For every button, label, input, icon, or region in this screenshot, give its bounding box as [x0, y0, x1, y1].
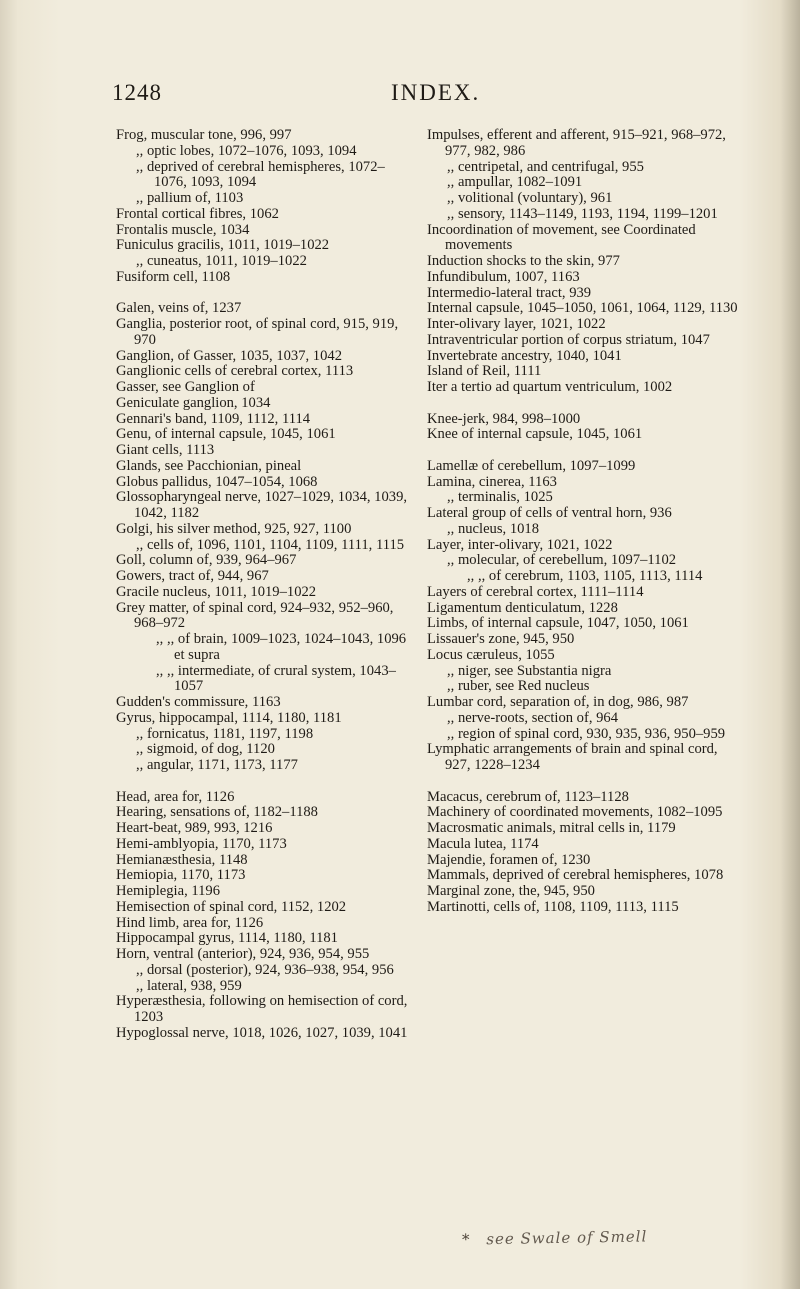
index-entry: Hyperæsthesia, following on hemisection of cord, 1203	[116, 993, 408, 1025]
index-subentry: ,, region of spinal cord, 930, 935, 936, 950–959	[447, 725, 726, 742]
index-entry: Iter a tertio ad quartum ventriculum, 1002	[427, 379, 673, 395]
index-subentry: ,, lateral, 938, 959	[136, 977, 242, 994]
index-subentry: ,, ,, of cerebrum, 1103, 1105, 1113, 1114	[467, 568, 703, 584]
index-entry: Fusiform cell, 1108	[116, 268, 231, 285]
index-entry: Glossopharyngeal nerve, 1027–1029, 1034, 1039, 1042, 1182	[116, 489, 408, 521]
annotation-mark: *	[461, 1230, 471, 1249]
index-subentry: ,, optic lobes, 1072–1076, 1093, 1094	[136, 142, 357, 159]
index-subentry: ,, sigmoid, of dog, 1120	[136, 741, 275, 758]
index-subentry: ,, sensory, 1143–1149, 1193, 1194, 1199–1201	[447, 205, 718, 222]
index-entry: Inter-olivary layer, 1021, 1022	[427, 316, 606, 332]
index-entry: Locus cæruleus, 1055	[427, 646, 555, 663]
index-subentry: ,, cells of, 1096, 1101, 1104, 1109, 1111, 1115	[136, 536, 405, 553]
index-entry: Goll, column of, 939, 964–967	[116, 552, 297, 569]
index-entry: Lateral group of cells of ventral horn, 936	[427, 505, 672, 521]
index-entry: Giant cells, 1113	[116, 442, 215, 458]
index-subentry: ,, dorsal (posterior), 924, 936–938, 954, 956	[136, 961, 394, 978]
annotation-text: see Swale of Smell	[486, 1227, 648, 1249]
index-subentry: ,, centripetal, and centrifugal, 955	[447, 158, 644, 175]
index-entry: Gyrus, hippocampal, 1114, 1180, 1181	[116, 709, 342, 726]
index-entry: Knee-jerk, 984, 998–1000	[427, 410, 581, 427]
index-subentry: ,, niger, see Substantia nigra	[447, 662, 612, 679]
index-subentry: ,, ampullar, 1082–1091	[447, 174, 583, 191]
section-gap	[116, 774, 414, 790]
index-entry: Frontalis muscle, 1034	[116, 221, 250, 238]
index-entry: Lamellæ of cerebellum, 1097–1099	[427, 457, 636, 474]
index-entry: Ganglion, of Gasser, 1035, 1037, 1042	[116, 347, 342, 364]
index-entry: Hemiplegia, 1196	[116, 883, 221, 899]
section-gap	[427, 443, 743, 459]
index-entry: Golgi, his silver method, 925, 927, 1100	[116, 520, 352, 537]
index-subentry: ,, nucleus, 1018	[447, 520, 540, 537]
index-entry: Internal capsule, 1045–1050, 1061, 1064, 1129, 1130	[427, 300, 738, 317]
handwritten-annotation	[462, 1227, 648, 1248]
index-subentry: ,, terminalis, 1025	[447, 489, 553, 506]
index-subentry: ,, ,, intermediate, of crural system, 1043–1057	[156, 662, 396, 695]
index-subentry: ,, ,, of brain, 1009–1023, 1024–1043, 1096 et supra	[156, 631, 407, 663]
index-entry: Infundibulum, 1007, 1163	[427, 268, 580, 285]
index-entry: Machinery of coordinated movements, 1082–1095	[427, 804, 723, 821]
index-entry: Gennari's band, 1109, 1112, 1114	[116, 410, 311, 427]
index-column-left	[116, 128, 414, 1042]
index-entry: Hemi-amblyopia, 1170, 1173	[116, 835, 287, 852]
index-entry: Heart-beat, 989, 993, 1216	[116, 820, 273, 836]
index-subentry: ,, angular, 1171, 1173, 1177	[136, 757, 298, 773]
index-entry: Macula lutea, 1174	[427, 835, 539, 852]
index-entry: Macacus, cerebrum of, 1123–1128	[427, 788, 629, 805]
index-entry: Mammals, deprived of cerebral hemispheres, 1078	[427, 867, 724, 884]
index-entry: Limbs, of internal capsule, 1047, 1050, 1061	[427, 615, 689, 632]
index-subentry: ,, deprived of cerebral hemispheres, 1072–1076, 1093, 1094	[136, 158, 385, 191]
index-entry: Hind limb, area for, 1126	[116, 914, 264, 931]
index-entry: Galen, veins of, 1237	[116, 300, 242, 317]
index-subentry: ,, molecular, of cerebellum, 1097–1102	[447, 552, 677, 569]
index-entry: Gracile nucleus, 1011, 1019–1022	[116, 583, 317, 600]
index-entry: Genu, of internal capsule, 1045, 1061	[116, 426, 336, 443]
index-entry: Invertebrate ancestry, 1040, 1041	[427, 347, 622, 364]
index-entry: Incoordination of movement, see Coordinated movements	[427, 221, 696, 254]
index-entry: Hemiopia, 1170, 1173	[116, 867, 246, 884]
section-gap	[427, 396, 743, 412]
index-entry: Majendie, foramen of, 1230	[427, 851, 591, 868]
index-entry: Hemisection of spinal cord, 1152, 1202	[116, 898, 347, 915]
section-gap	[427, 774, 743, 790]
index-entry: Lissauer's zone, 945, 950	[427, 631, 575, 647]
index-column-right	[427, 128, 743, 916]
index-entry: Intermedio-lateral tract, 939	[427, 284, 592, 301]
index-entry: Hippocampal gyrus, 1114, 1180, 1181	[116, 930, 338, 947]
index-entry: Lamina, cinerea, 1163	[427, 473, 557, 490]
index-entry: Head, area for, 1126	[116, 788, 235, 805]
index-entry: Hypoglossal nerve, 1018, 1026, 1027, 1039, 1041	[116, 1024, 408, 1041]
index-entry: Martinotti, cells of, 1108, 1109, 1113, 1115	[427, 898, 679, 915]
index-entry: Horn, ventral (anterior), 924, 936, 954, 955	[116, 946, 370, 962]
index-subentry: ,, pallium of, 1103	[136, 190, 244, 206]
running-title: INDEX.	[391, 80, 481, 105]
index-entry: Hearing, sensations of, 1182–1188	[116, 804, 318, 821]
index-subentry: ,, nerve-roots, section of, 964	[447, 709, 619, 726]
index-subentry: ,, fornicatus, 1181, 1197, 1198	[136, 725, 314, 742]
index-entry: Geniculate ganglion, 1034	[116, 394, 271, 411]
section-gap	[116, 286, 414, 302]
page-number: 1248	[112, 80, 162, 105]
index-subentry: ,, volitional (voluntary), 961	[447, 190, 613, 206]
index-entry: Gasser, see Ganglion of	[116, 379, 255, 395]
index-entry: Marginal zone, the, 945, 950	[427, 883, 595, 899]
index-entry: Gowers, tract of, 944, 967	[116, 568, 269, 584]
index-entry: Frog, muscular tone, 996, 997	[116, 127, 292, 143]
index-entry: Layers of cerebral cortex, 1111–1114	[427, 583, 644, 600]
index-entry: Induction shocks to the skin, 977	[427, 253, 620, 269]
index-entry: Impulses, efferent and afferent, 915–921, 968–972, 977, 982, 986	[427, 127, 726, 159]
index-entry: Lymphatic arrangements of brain and spinal cord, 927, 1228–1234	[427, 741, 718, 773]
index-subentry: ,, cuneatus, 1011, 1019–1022	[136, 253, 307, 269]
index-entry: Funiculus gracilis, 1011, 1019–1022	[116, 237, 330, 254]
index-entry: Globus pallidus, 1047–1054, 1068	[116, 473, 318, 490]
index-entry: Knee of internal capsule, 1045, 1061	[427, 426, 643, 443]
page-header	[0, 80, 800, 108]
index-entry: Lumbar cord, separation of, in dog, 986, 987	[427, 694, 689, 710]
index-entry: Macrosmatic animals, mitral cells in, 1179	[427, 820, 676, 836]
index-entry: Gudden's commissure, 1163	[116, 694, 281, 710]
index-entry: Ganglia, posterior root, of spinal cord, 915, 919, 970	[116, 316, 399, 348]
index-entry: Frontal cortical fibres, 1062	[116, 205, 279, 222]
index-entry: Island of Reil, 1111	[427, 363, 542, 380]
index-subentry: ,, ruber, see Red nucleus	[447, 678, 590, 695]
index-entry: Glands, see Pacchionian, pineal	[116, 457, 302, 474]
index-entry: Ligamentum denticulatum, 1228	[427, 599, 618, 616]
index-entry: Layer, inter-olivary, 1021, 1022	[427, 536, 613, 553]
index-entry: Grey matter, of spinal cord, 924–932, 952–960, 968–972	[116, 599, 394, 632]
index-entry: Hemianæsthesia, 1148	[116, 851, 248, 868]
index-entry: Ganglionic cells of cerebral cortex, 1113	[116, 363, 354, 380]
index-entry: Intraventricular portion of corpus striatum, 1047	[427, 331, 710, 348]
